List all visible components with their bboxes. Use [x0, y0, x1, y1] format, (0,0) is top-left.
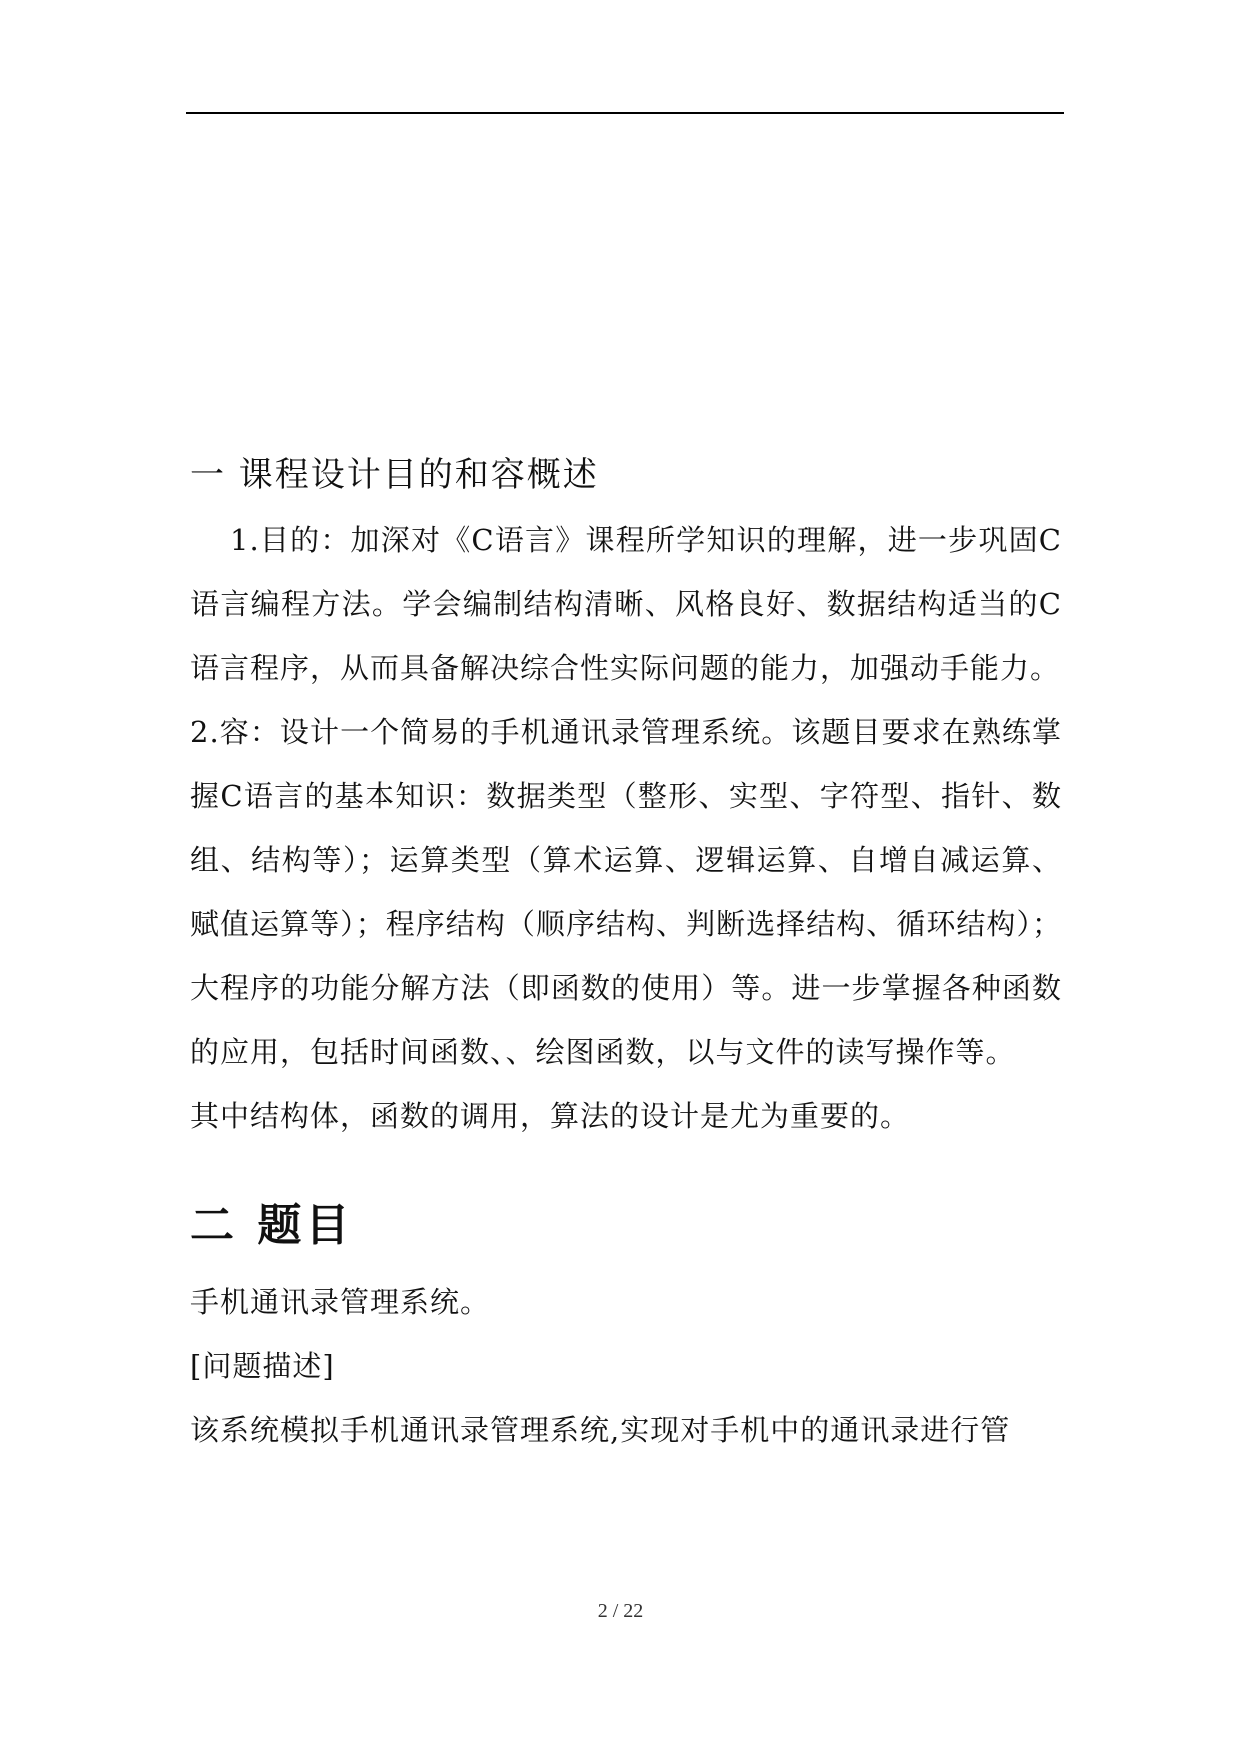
content-paragraph: 2.容：设计一个简易的手机通讯录管理系统。该题目要求在熟练掌握C语言的基本知识：数据类型（整形、实型、字符型、指针、数组、结构等）；运算类型（算术运算、逻辑运算、自增自减运算、赋值运算等）；程序结构（顺序结构、判断选择结构、循环结构）；大程序的功能分解方法（即函数的使用）等。进一步掌握各种函数的应用，包括时间函数、、绘图函数，以与文件的读写操作等。	[190, 715, 1062, 1069]
purpose-paragraph: 1.目的：加深对《C语言》课程所学知识的理解，进一步巩固C语言编程方法。学会编制结构清晰、风格良好、数据结构适当的C语言程序，从而具备解决综合性实际问题的能力，加强动手能力。	[190, 523, 1062, 685]
topic-paragraph: 手机通讯录管理系统。	[190, 1285, 491, 1319]
section-1-heading: 一 课程设计目的和容概述	[190, 455, 599, 495]
section-2-heading: 二 题目	[190, 1200, 354, 1251]
problem-description-label: [问题描述]	[190, 1349, 335, 1383]
document-body	[190, 450, 1062, 1462]
header-rule	[186, 112, 1064, 114]
description-paragraph: 该系统模拟手机通讯录管理系统,实现对手机中的通讯录进行管	[190, 1413, 1011, 1447]
emphasis-paragraph: 其中结构体，函数的调用，算法的设计是尤为重要的。	[190, 1099, 911, 1133]
page-number: 2 / 22	[597, 1600, 644, 1622]
